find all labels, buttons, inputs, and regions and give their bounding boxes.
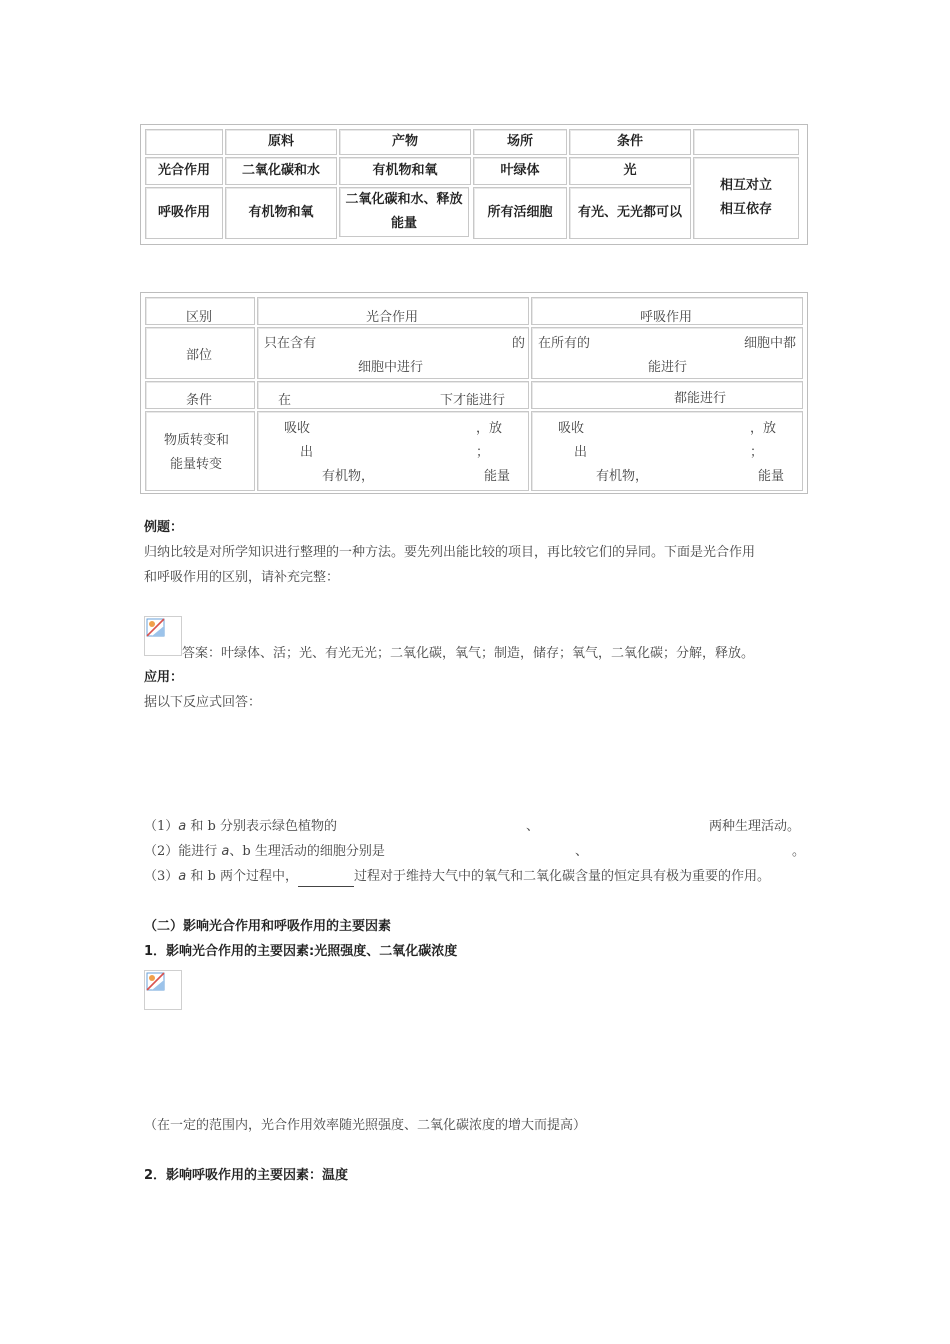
photo-energy: 能量 xyxy=(484,469,511,484)
condition-resp-text: 都能进行 xyxy=(674,391,727,406)
section2-item1: 1．影响光合作用的主要因素:光照强度、二氧化碳浓度 xyxy=(144,944,458,959)
table1-header-condition: 条件 xyxy=(569,129,691,155)
q3-number: （3） xyxy=(144,869,179,884)
q1-separator: 、 xyxy=(526,819,540,834)
photo-absorb: 吸收 xyxy=(284,421,311,436)
q3-var-a: a xyxy=(178,869,187,884)
condition-photo-a: 在 xyxy=(278,393,292,408)
part-photo-c: 细胞中进行 xyxy=(358,360,424,375)
photo-out: 出 xyxy=(300,445,314,460)
part-resp-a: 在所有的 xyxy=(538,336,591,351)
q2-end: 。 xyxy=(792,844,806,859)
q3-text: 和 b 两个过程中， xyxy=(186,869,298,884)
condition-label-text: 条件 xyxy=(186,393,213,408)
header-photo-text: 光合作用 xyxy=(366,310,419,325)
resp-energy: 能量 xyxy=(758,469,785,484)
table1-row1-product: 有机物和氧 xyxy=(339,157,471,185)
part-photo-b: 的 xyxy=(512,336,526,351)
q1-text: 和 b 分别表示绿色植物的 xyxy=(186,819,337,834)
broken-image-icon xyxy=(144,616,182,656)
question-1 xyxy=(144,817,337,837)
comparison-table-1 xyxy=(140,124,808,245)
table1-relation-cell xyxy=(693,157,799,239)
resp-release: ，放 xyxy=(750,421,777,436)
q1-end: 两种生理活动。 xyxy=(709,819,801,834)
table1-header-relation xyxy=(693,129,799,155)
example-title: 例题： xyxy=(144,520,184,535)
transform-label-2: 能量转变 xyxy=(170,457,223,472)
table1-header-place: 场所 xyxy=(473,129,567,155)
table1-row1-place: 叶绿体 xyxy=(473,157,567,185)
q2-separator: 、 xyxy=(575,844,589,859)
q1-number: （1） xyxy=(144,819,179,834)
q3-text-end: 过程对于维持大气中的氧气和二氧化碳含量的恒定具有极为重要的作用。 xyxy=(353,869,770,884)
section2-title: （二）影响光合作用和呼吸作用的主要因素 xyxy=(144,919,392,934)
resp-semicolon: ； xyxy=(750,445,764,460)
table1-header-empty xyxy=(145,129,223,155)
table1-row2-label: 呼吸作用 xyxy=(145,187,223,239)
table2-transform-resp xyxy=(531,411,803,491)
header-diff-text: 区别 xyxy=(186,310,213,325)
table2-condition-label xyxy=(145,381,255,409)
application-title: 应用： xyxy=(144,670,184,685)
table1-row2-place: 所有活细胞 xyxy=(473,187,567,239)
table1-header-product: 产物 xyxy=(339,129,471,155)
table1-row2-product: 二氧化碳和水、释放能量 xyxy=(339,187,469,237)
relation-line-2: 相互依存 xyxy=(719,202,772,217)
example-answer: 答案：叶绿体、活；光、有光无光；二氧化碳，氧气；制造，储存；氧气，二氧化碳；分解，释放。 xyxy=(182,646,755,661)
transform-label-1: 物质转变和 xyxy=(164,433,230,448)
q1-var-a: a xyxy=(178,819,187,834)
part-resp-b: 细胞中都 xyxy=(744,336,797,351)
comparison-table-2 xyxy=(140,292,808,494)
condition-photo-b: 下才能进行 xyxy=(440,393,506,408)
table1-row1-label: 光合作用 xyxy=(145,157,223,185)
question-3 xyxy=(144,867,770,887)
table1-row2-raw: 有机物和氧 xyxy=(225,187,337,239)
resp-absorb: 吸收 xyxy=(558,421,585,436)
question-2 xyxy=(144,842,385,862)
table2-part-photo xyxy=(257,327,529,379)
table2-condition-resp xyxy=(531,381,803,409)
table2-header-resp xyxy=(531,297,803,325)
table1-row1-raw: 二氧化碳和水 xyxy=(225,157,337,185)
application-intro: 据以下反应式回答： xyxy=(144,695,262,710)
q2-number: （2）能进行 xyxy=(144,844,222,859)
example-text-line1: 归纳比较是对所学知识进行整理的一种方法。要先列出能比较的项目，再比较它们的异同。下面是光合作用 xyxy=(144,545,756,560)
photo-semicolon: ； xyxy=(476,445,490,460)
table1-row1-condition: 光 xyxy=(569,157,691,185)
section2-note: （在一定的范围内，光合作用效率随光照强度、二氧化碳浓度的增大而提高） xyxy=(144,1118,587,1133)
table2-header-diff xyxy=(145,297,255,325)
resp-out: 出 xyxy=(574,445,588,460)
part-photo-a: 只在含有 xyxy=(264,336,317,351)
q3-blank[interactable] xyxy=(298,872,354,887)
example-text-line2: 和呼吸作用的区别，请补充完整： xyxy=(144,570,340,585)
relation-line-1: 相互对立 xyxy=(719,178,772,193)
broken-image-icon-2 xyxy=(144,970,182,1010)
photo-release: ，放 xyxy=(476,421,503,436)
table2-part-label xyxy=(145,327,255,379)
table1-header-raw: 原料 xyxy=(225,129,337,155)
photo-organic: 有机物， xyxy=(322,469,375,484)
part-label-text: 部位 xyxy=(186,348,213,363)
table2-transform-photo xyxy=(257,411,529,491)
q2-var-a: a xyxy=(221,844,230,859)
part-resp-c: 能进行 xyxy=(648,360,688,375)
q2-text: 、b 生理活动的细胞分别是 xyxy=(229,844,385,859)
table2-condition-photo xyxy=(257,381,529,409)
table2-header-photo xyxy=(257,297,529,325)
resp-organic: 有机物， xyxy=(596,469,649,484)
table2-transform-label xyxy=(145,411,255,491)
table1-row2-condition: 有光、无光都可以 xyxy=(569,187,691,239)
section2-item2: 2．影响呼吸作用的主要因素：温度 xyxy=(144,1168,349,1183)
header-resp-text: 呼吸作用 xyxy=(640,310,693,325)
table2-part-resp xyxy=(531,327,803,379)
